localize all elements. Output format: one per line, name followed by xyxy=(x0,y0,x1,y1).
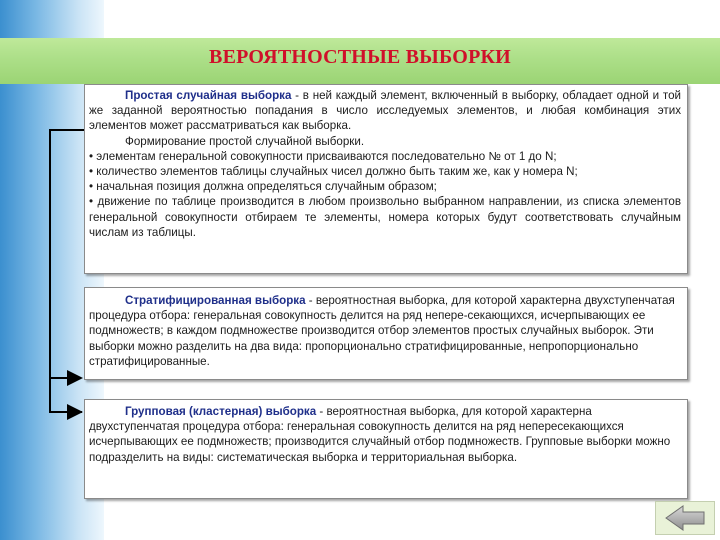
stratified-definition xyxy=(89,293,681,369)
simple-random-bullet-2: • количество элементов таблицы случайных чисел должно быть таким же, как у номера N; xyxy=(89,165,578,179)
simple-random-text: - в ней каждый элемент, включенный в выборку, обладает одной и той же заданной вероятностью попадания в число исследуемых элементов, и любая комбинация этих элементов может рассматриваться как выборка. xyxy=(89,89,681,133)
stratified-term: Стратифицированная выборка xyxy=(125,294,306,307)
cluster-text: - вероятностная выборка, для которой характерна двухступенчатая процедура отбора: генеральная совокупность делится на ряд непересекающихся исчерпывающих ее подмножеств; производится случайный отбор подмножеств. Групповые выборки можно подразделить на виды: систематическая выборка и территориальная выборка. xyxy=(89,405,671,464)
simple-random-definition xyxy=(89,88,681,134)
stratified-text: - вероятностная выборка, для которой характерна двухступенчатая процедура отбора: генеральная совокупность делится на ряд непере-секающихся, исчерпывающих ее подмножеств; в каждом подмножестве производится отбор элементов простых случайных выборок. Эти выборки можно разделить на два вида: пропорционально стратифицированные, непропорционально стратифицированные. xyxy=(89,294,675,368)
stratified-sample-box xyxy=(84,287,688,380)
simple-random-bullet-1: • элементам генеральной совокупности присваиваются последовательно № от 1 до N; xyxy=(89,149,557,163)
cluster-sample-box xyxy=(84,399,688,499)
page-title: ВЕРОЯТНОСТНЫЕ ВЫБОРКИ xyxy=(209,46,511,68)
title-bar xyxy=(0,38,720,84)
simple-random-bullet-4: • движение по таблице производится в любом произвольно выбранном направлении, из списка элементов генеральной совокупности отбираем те элементы, номера которых будут соответствовать случайным числам из таблицы. xyxy=(89,195,681,239)
cluster-term: Групповая (кластерная) выборка xyxy=(125,405,317,418)
cluster-definition xyxy=(89,404,681,465)
back-arrow-icon xyxy=(663,504,707,532)
simple-random-bullet-3: • начальная позиция должна определяться случайным образом; xyxy=(89,180,437,194)
simple-random-term: Простая случайная выборка xyxy=(125,89,292,102)
simple-random-sample-box xyxy=(84,84,688,274)
simple-random-subheading: Формирование простой случайной выборки. xyxy=(125,134,365,148)
back-button[interactable] xyxy=(655,501,715,535)
